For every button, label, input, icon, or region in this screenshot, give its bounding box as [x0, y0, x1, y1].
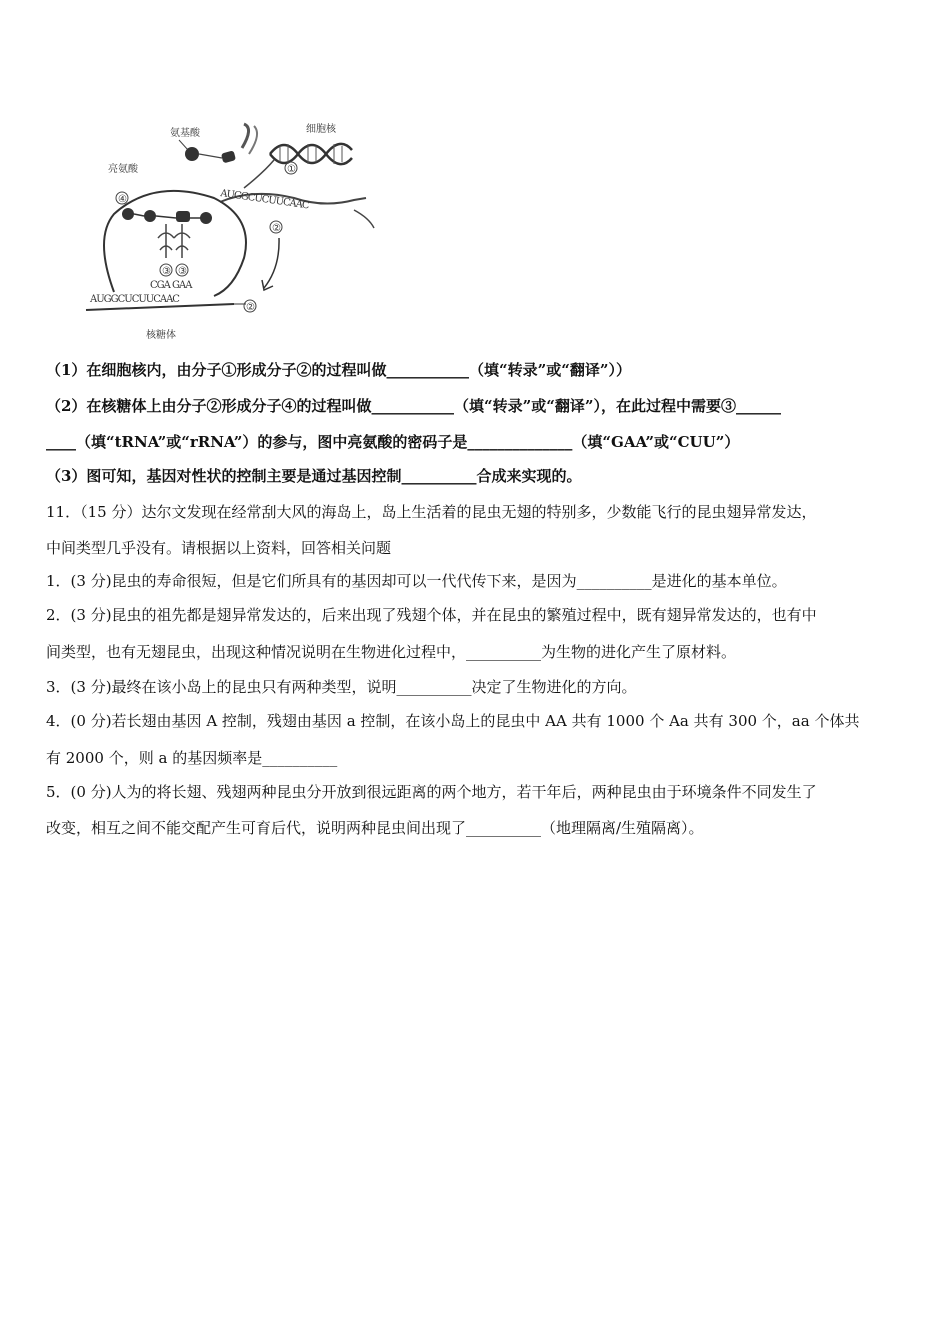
subquestion-2-line-2: 间类型，也有无翅昆虫，出现这种情况说明在生物进化过程中，__________为生物的进化产生了原材料。	[46, 643, 737, 661]
anticodon-right: GAA	[172, 280, 192, 291]
subquestion-5-line-1: 5．(0 分)人为的将长翅、残翅两种昆虫分开放到很远距离的两个地方，若干年后，两种昆虫由于环境条件不同发生了	[46, 783, 817, 801]
dna-helix	[270, 144, 352, 164]
marker-2-bottom: ②	[246, 302, 255, 313]
subquestion-4-line-1: 4．(0 分)若长翅由基因 A 控制，残翅由基因 a 控制，在该小岛上的昆虫中 AA 共有 1000 个 Aa 共有 300 个，aa 个体共	[46, 712, 860, 730]
diagram-svg	[84, 118, 384, 348]
amino-acid-label: 氨基酸	[170, 128, 200, 139]
question-3: （3）图可知，基因对性状的控制主要是通过基因控制__________合成来实现的。	[46, 467, 582, 485]
anticodon-left: CGA	[150, 280, 170, 291]
transcription-translation-diagram	[84, 118, 384, 348]
question-2-line-2: ____（填“tRNA”或“rRNA”）的参与，图中亮氨酸的密码子是______________（填“GAA”或“CUU”）	[46, 433, 740, 451]
free-amino-acid	[185, 147, 199, 161]
ribosome-label: 核糖体	[146, 330, 176, 341]
subquestion-3: 3．(3 分)最终在该小岛上的昆虫只有两种类型，说明__________决定了生物进化的方向。	[46, 678, 637, 696]
marker-3-right: ③	[178, 266, 187, 277]
free-trna-head	[221, 150, 236, 163]
marker-1: ①	[287, 164, 296, 175]
marker-4: ④	[118, 194, 127, 205]
subquestion-2-line-1: 2．(3 分)昆虫的祖先都是翅异常发达的，后来出现了残翅个体，并在昆虫的繁殖过程中，既有翅异常发达的，也有中	[46, 606, 817, 624]
question-11-line-1: 11．（15 分）达尔文发现在经常刮大风的海岛上，岛上生活着的昆虫无翅的特别多，少数能飞行的昆虫翅异常发达，	[46, 503, 817, 521]
mrna-sequence-top: AUGGCUCUUCAAC	[219, 188, 310, 212]
subquestion-5-line-2: 改变，相互之间不能交配产生可育后代，说明两种昆虫间出现了__________（地理隔离/生殖隔离）。	[46, 819, 704, 837]
question-11-line-2: 中间类型几乎没有。请根据以上资料，回答相关问题	[46, 539, 392, 557]
subquestion-1: 1．(3 分)昆虫的寿命很短，但是它们所具有的基因却可以一代代传下来，是因为__________是进化的基本单位。	[46, 572, 787, 590]
question-1: （1）在细胞核内，由分子①形成分子②的过程叫做___________（填“转录”或“翻译”））	[46, 361, 631, 379]
leucine-label: 亮氨酸	[108, 164, 138, 175]
question-2-line-1: （2）在核糖体上由分子②形成分子④的过程叫做___________（填“转录”或“翻译”），在此过程中需要③______	[46, 397, 781, 415]
marker-2-top: ②	[272, 223, 281, 234]
nucleus-label: 细胞核	[306, 124, 336, 135]
subquestion-4-line-2: 有 2000 个，则 a 的基因频率是__________	[46, 749, 338, 767]
mrna-sequence-bottom: AUGGCUCUUCAAC	[90, 294, 179, 305]
marker-3-left: ③	[162, 266, 171, 277]
